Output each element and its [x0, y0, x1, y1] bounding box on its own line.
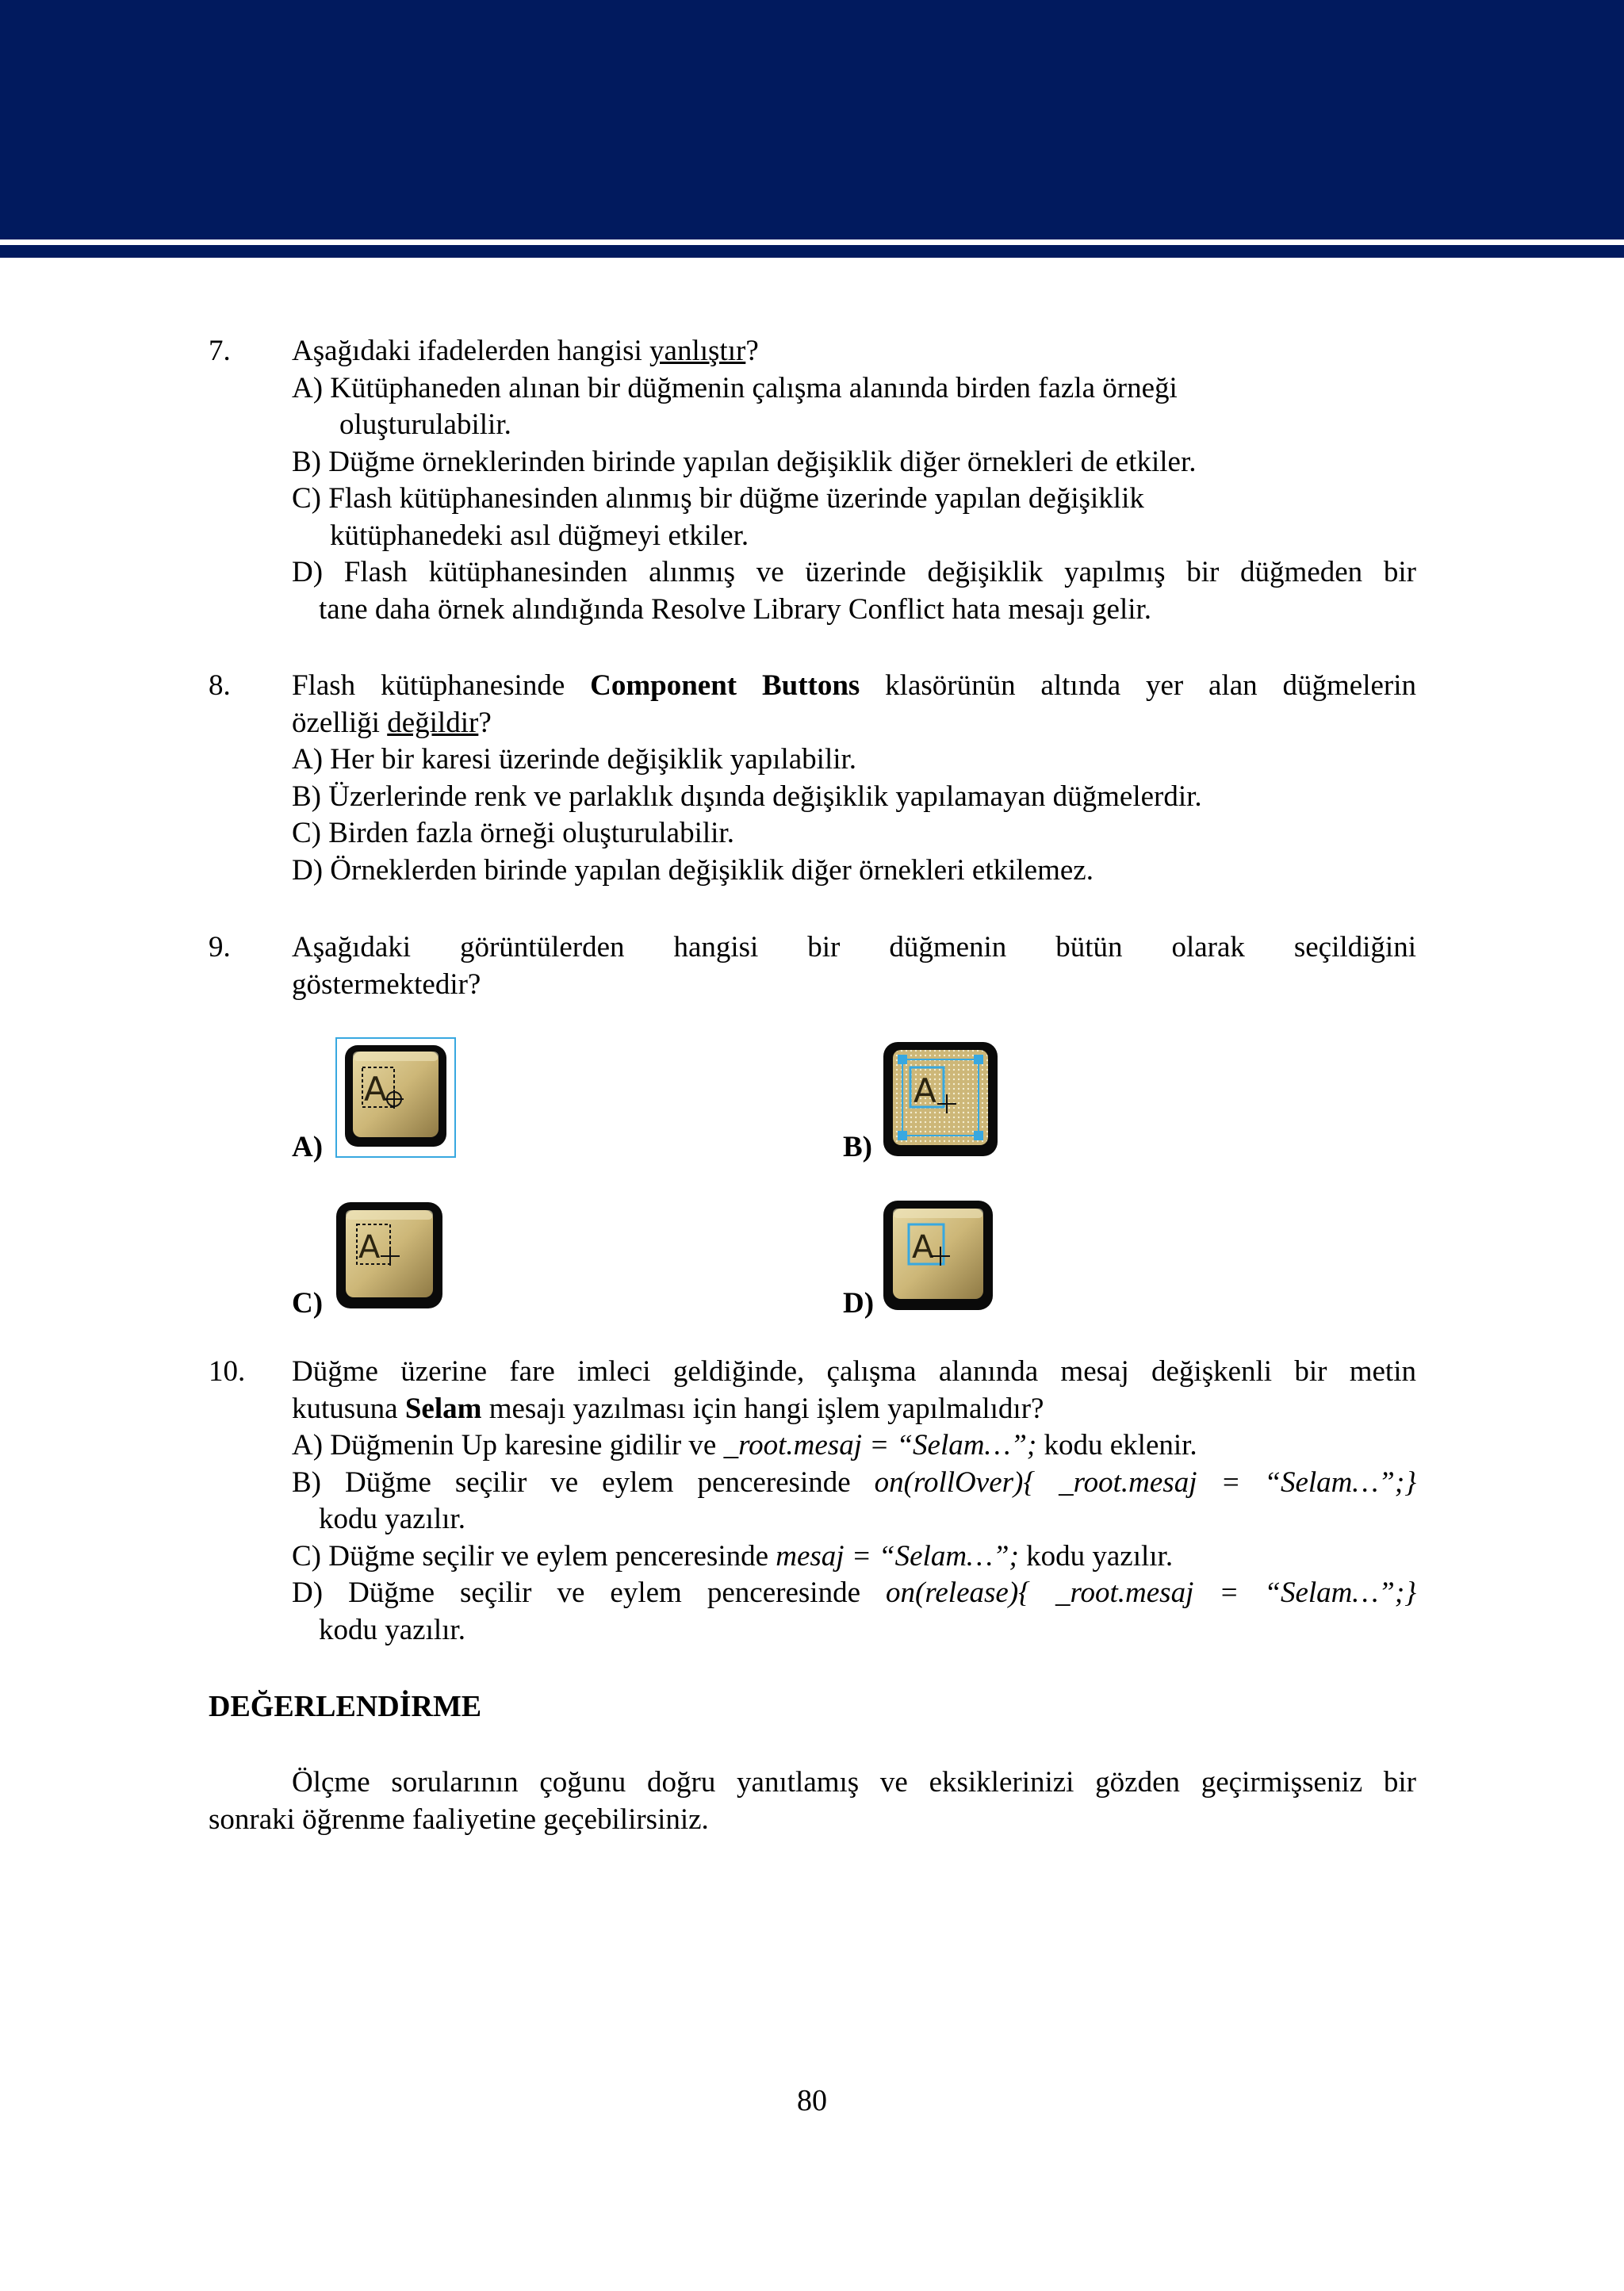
code-snippet: on(rollOver){ _root.mesaj = “Selam…”;}: [874, 1465, 1417, 1499]
question-stem: Düğme üzerine fare imleci geldiğinde, çalışma alanında mesaj değişkenli bir metin: [292, 1355, 1416, 1388]
evaluation-line-2: sonraki öğrenme faaliyetine geçebilirsiniz.: [209, 1803, 709, 1836]
option-d: D) Düğme seçilir ve eylem penceresinde on(release){ _root.mesaj = “Selam…”;}: [292, 1576, 1416, 1609]
option-d-continued: kodu yazılır.: [319, 1613, 465, 1646]
button-symbol-selected-icon: [880, 1197, 996, 1313]
image-option-a-label: A): [292, 1131, 324, 1163]
option-c: C) Düğme seçilir ve eylem penceresinde mesaj = “Selam…”; kodu yazılır.: [292, 1539, 1174, 1573]
code-snippet: on(release){ _root.mesaj = “Selam…”;}: [886, 1576, 1416, 1609]
button-transform-handles-icon: [880, 1039, 1001, 1159]
option-a: A) Her bir karesi üzerinde değişiklik yapılabilir.: [292, 743, 857, 776]
question-stem: Aşağıdaki görüntülerden hangisi bir düğmenin bütün olarak seçildiğini: [292, 931, 1416, 964]
button-dotted-selection-icon: [333, 1199, 446, 1312]
question-number: 10.: [209, 1355, 246, 1388]
question-stem: Flash kütüphanesinde Component Buttons klasörünün altında yer alan düğmelerin: [292, 669, 1416, 702]
code-snippet: mesaj = “Selam…”;: [776, 1539, 1019, 1573]
section-heading: DEĞERLENDİRME: [209, 1690, 482, 1723]
question-9: [209, 929, 1416, 1003]
stem-underlined-word: değildir: [387, 706, 479, 739]
image-option-c-label: C): [292, 1287, 324, 1320]
evaluation-paragraph: [209, 1764, 1416, 1838]
image-option-b-label: B): [843, 1131, 872, 1163]
question-stem: Aşağıdaki ifadelerden hangisi yanlıştır?: [292, 335, 759, 367]
icon-letter: A: [358, 1229, 381, 1266]
option-d: D) Flash kütüphanesinden alınmış ve üzerinde değişiklik yapılmış bir düğmeden bir: [292, 556, 1416, 588]
question-stem-continued: göstermektedir?: [292, 967, 481, 1001]
question-8: [209, 668, 1416, 889]
stem-underlined-word: yanlıştır: [649, 335, 746, 367]
evaluation-line-1: Ölçme sorularının çoğunu doğru yanıtlamış ve eksiklerinizi gözden geçirmişseniz bir: [292, 1766, 1416, 1799]
header-banner-stripe: [0, 245, 1624, 258]
icon-letter: A: [364, 1070, 387, 1109]
option-b: B) Düğme seçilir ve eylem penceresinde on(rollOver){ _root.mesaj = “Selam…”;}: [292, 1465, 1417, 1499]
question-number: 9.: [209, 931, 231, 964]
header-banner-gap: [0, 239, 1624, 245]
page-number: 80: [797, 2084, 827, 2117]
option-b-continued: kodu yazılır.: [319, 1503, 465, 1535]
option-b: B) Üzerlerinde renk ve parlaklık dışında değişiklik yapılamayan düğmelerdir.: [292, 780, 1202, 813]
header-banner: [0, 0, 1624, 239]
option-c: C) Flash kütüphanesinden alınmış bir düğme üzerinde yapılan değişiklik: [292, 482, 1144, 515]
icon-letter: A: [914, 1071, 936, 1110]
option-a: A) Düğmenin Up karesine gidilir ve _root.mesaj = “Selam…”; kodu eklenir.: [292, 1429, 1197, 1462]
stem-bold-term: Component Buttons: [590, 669, 860, 702]
option-c-continued: kütüphanedeki asıl düğmeyi etkiler.: [330, 519, 749, 552]
question-stem-continued: kutusuna Selam mesajı yazılması için hangi işlem yapılmalıdır?: [292, 1392, 1044, 1425]
question-10: [209, 1354, 1416, 1649]
question-number: 7.: [209, 335, 231, 367]
option-a: A) Kütüphaneden alınan bir düğmenin çalışma alanında birden fazla örneği: [292, 371, 1178, 404]
question-stem-continued: özelliği değildir?: [292, 706, 492, 739]
option-b: B) Düğme örneklerinden birinde yapılan değişiklik diğer örnekleri de etkiler.: [292, 445, 1197, 478]
option-c: C) Birden fazla örneği oluşturulabilir.: [292, 817, 734, 849]
option-a-continued: oluşturulabilir.: [339, 408, 511, 441]
stem-bold-term: Selam: [404, 1392, 482, 1425]
image-option-d-label: D): [843, 1287, 875, 1320]
icon-letter: A: [912, 1229, 934, 1266]
option-d-continued: tane daha örnek alındığında Resolve Library Conflict hata mesajı gelir.: [319, 592, 1152, 626]
button-selected-move-icon: [335, 1037, 456, 1158]
question-7: [209, 333, 1416, 628]
question-number: 8.: [209, 669, 231, 702]
code-snippet: _root.mesaj = “Selam…”;: [723, 1429, 1037, 1462]
option-d: D) Örneklerden birinde yapılan değişiklik diğer örnekleri etkilemez.: [292, 853, 1094, 887]
